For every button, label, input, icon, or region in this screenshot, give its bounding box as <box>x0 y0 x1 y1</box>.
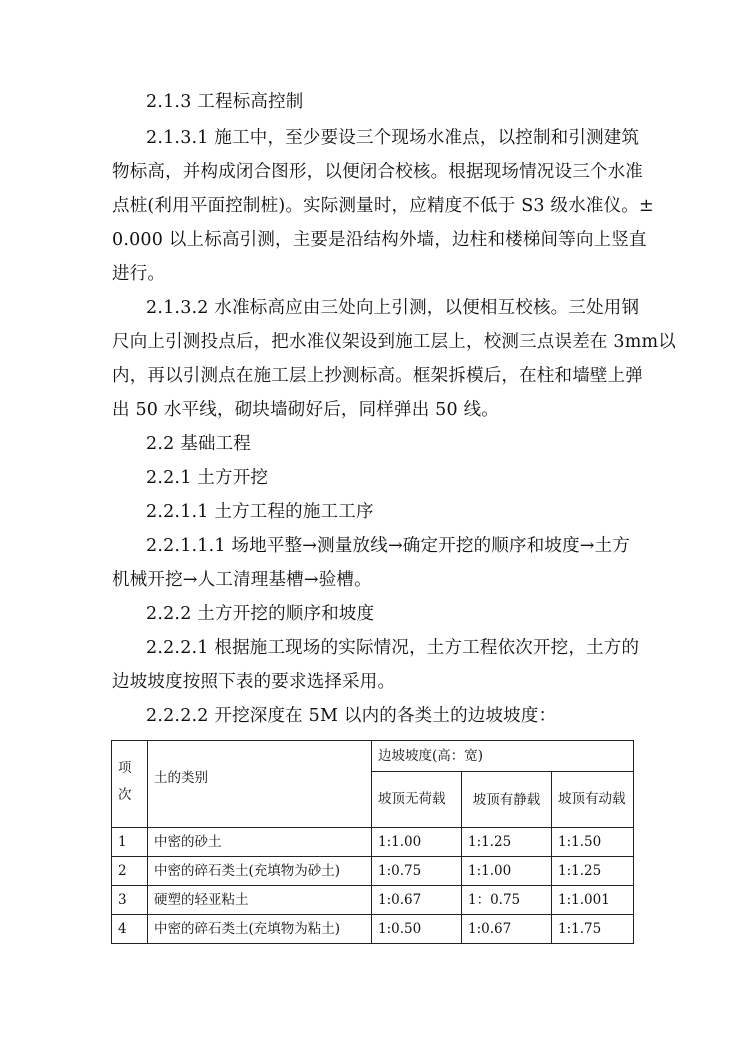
cell-dynamic-load: 1:1.001 <box>552 886 634 915</box>
table-row <box>112 828 634 857</box>
paragraph-line: 出 50 水平线，砌块墙砌好后，同样弹出 50 线。 <box>112 400 499 420</box>
paragraph-line: 2.2.2.1 根据施工现场的实际情况，土方工程依次开挖，土方的 <box>146 638 640 658</box>
cell-no-load: 1:0.50 <box>372 915 462 944</box>
slope-table <box>111 740 634 944</box>
cell-no-load: 1:0.75 <box>372 857 462 886</box>
paragraph-line: 物标高，并构成闭合图形，以便闭合校核。根据现场情况设三个水准 <box>112 162 643 182</box>
section-heading-2-2: 2.2 基础工程 <box>146 434 251 454</box>
paragraph-line: 尺向上引测投点后，把水准仪架设到施工层上，校测三点误差在 3mm以 <box>112 332 676 352</box>
cell-dynamic-load: 1:1.25 <box>552 857 634 886</box>
cell-no-load: 1:1.00 <box>372 828 462 857</box>
table-row <box>112 886 634 915</box>
section-heading-2-2-1: 2.2.1 土方开挖 <box>146 468 269 488</box>
cell-soil: 中密的砂土 <box>148 828 372 857</box>
cell-soil: 硬塑的轻亚粘土 <box>148 886 372 915</box>
cell-soil: 中密的碎石类土(充填物为粘土) <box>148 915 372 944</box>
header-slope-group: 边坡坡度(高：宽) <box>372 741 634 772</box>
paragraph-line: 进行。 <box>112 264 166 284</box>
section-heading-2-2-2: 2.2.2 土方开挖的顺序和坡度 <box>146 604 375 624</box>
header-static-load: 坡顶有静载 <box>462 772 552 828</box>
cell-static-load: 1:1.00 <box>462 857 552 886</box>
section-heading-2-1-3: 2.1.3 工程标高控制 <box>146 92 304 112</box>
cell-static-load: 1：0.75 <box>462 886 552 915</box>
paragraph-line: 2.1.3.1 施工中，至少要设三个现场水准点，以控制和引测建筑 <box>146 128 640 148</box>
cell-index: 3 <box>112 886 148 915</box>
cell-static-load: 1:0.67 <box>462 915 552 944</box>
header-index: 项次 <box>112 741 148 828</box>
paragraph-line: 边坡坡度按照下表的要求选择采用。 <box>112 672 396 692</box>
cell-dynamic-load: 1:1.75 <box>552 915 634 944</box>
cell-index: 4 <box>112 915 148 944</box>
paragraph-line: 0.000 以上标高引测，主要是沿结构外墙，边柱和楼梯间等向上竖直 <box>112 230 647 250</box>
cell-index: 1 <box>112 828 148 857</box>
section-heading-2-2-1-1: 2.2.1.1 土方工程的施工工序 <box>146 502 374 522</box>
paragraph-line: 2.2.2.2 开挖深度在 5M 以内的各类土的边坡坡度： <box>146 706 557 726</box>
cell-dynamic-load: 1:1.50 <box>552 828 634 857</box>
header-soil-type: 土的类别 <box>148 741 372 828</box>
cell-index: 2 <box>112 857 148 886</box>
cell-no-load: 1:0.67 <box>372 886 462 915</box>
paragraph-line: 机械开挖→人工清理基槽→验槽。 <box>112 570 372 590</box>
header-dynamic-load: 坡顶有动载 <box>552 772 634 828</box>
table-row <box>112 915 634 944</box>
cell-static-load: 1:1.25 <box>462 828 552 857</box>
paragraph-line: 2.1.3.2 水准标高应由三处向上引测，以便相互校核。三处用钢 <box>146 298 640 318</box>
paragraph-line: 内，再以引测点在施工层上抄测标高。框架拆模后，在柱和墙壁上弹 <box>112 366 643 386</box>
paragraph-line: 2.2.1.1.1 场地平整→测量放线→确定开挖的顺序和坡度→土方 <box>146 536 631 556</box>
cell-soil: 中密的碎石类土(充填物为砂土) <box>148 857 372 886</box>
header-no-load: 坡顶无荷载 <box>372 772 462 828</box>
table-row <box>112 857 634 886</box>
paragraph-line: 点桩(利用平面控制桩)。实际测量时，应精度不低于 S3 级水准仪。± <box>112 196 654 216</box>
